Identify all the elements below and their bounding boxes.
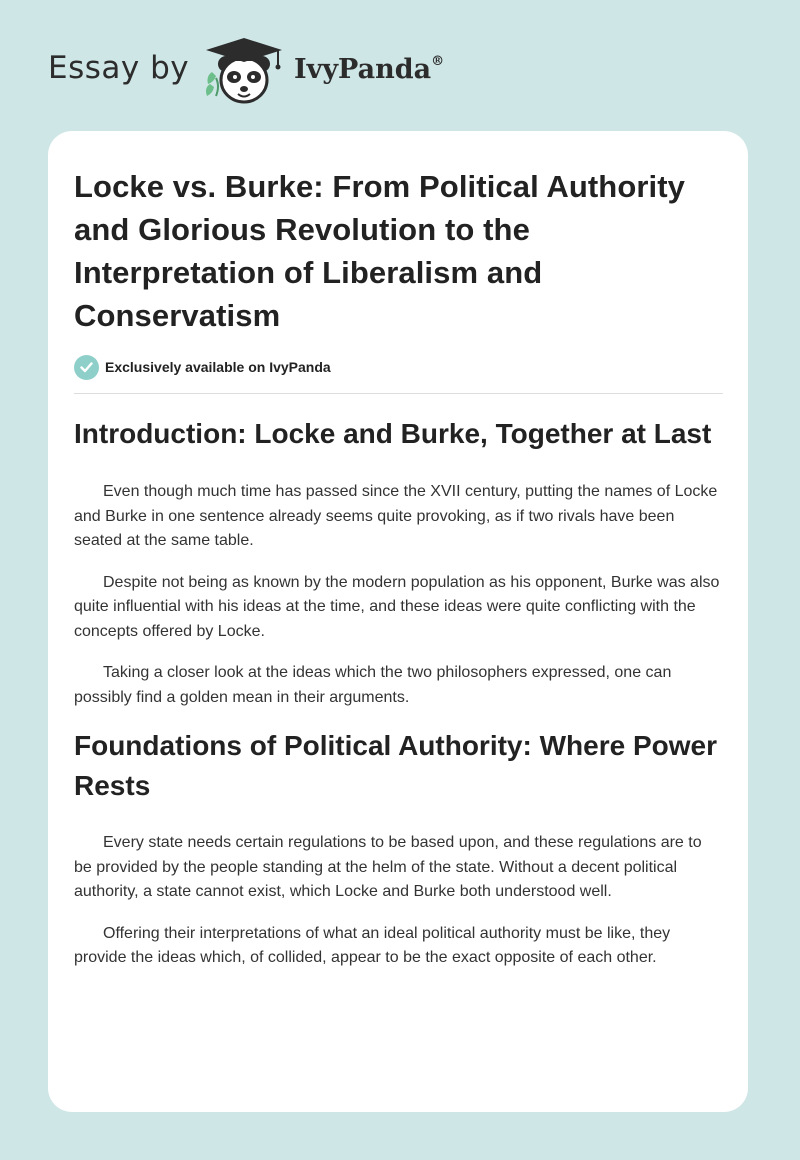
paragraph: Despite not being as known by the modern population as his opponent, Burke was also quite influential with his ideas at the time, and these ideas were quite conflicting with the concepts offered by Locke.	[74, 573, 720, 640]
section-introduction	[74, 414, 722, 710]
check-circle-icon	[74, 355, 99, 380]
paragraph: Taking a closer look at the ideas which the two philosophers expressed, one can possibly find a golden mean in their arguments.	[74, 664, 672, 706]
registered-mark: ®	[431, 54, 445, 69]
paragraph: Offering their interpretations of what an ideal political authority must be like, they provide the ideas which, of collided, appear to be the exact opposite of each other.	[74, 924, 671, 966]
panda-graduation-cap-icon	[200, 34, 286, 108]
essay-by-label: Essay by	[48, 50, 190, 86]
essay-title: Locke vs. Burke: From Political Authority and Glorious Revolution to the Interpretation of Liberalism and Conservatism	[74, 169, 686, 333]
exclusive-label: Exclusively available on IvyPanda	[105, 359, 331, 375]
essay-card	[48, 131, 748, 1112]
exclusive-badge	[74, 354, 722, 380]
brand-text: IvyPanda	[294, 54, 432, 85]
divider	[74, 393, 723, 394]
brand-name[interactable]	[294, 54, 444, 85]
site-header	[0, 0, 800, 130]
section-heading: Foundations of Political Authority: Where Power Rests	[74, 730, 717, 801]
section-foundations	[74, 726, 722, 971]
paragraph: Even though much time has passed since the XVII century, putting the names of Locke and Burke in one sentence already seems quite provoking, as if two rivals have been seated at the same table.	[74, 483, 718, 549]
paragraph: Every state needs certain regulations to be based upon, and these regulations are to be provided by the people standing at the helm of the state. Without a decent political authority, a state cannot exist, which Locke and Burke both understood well.	[74, 834, 702, 900]
section-heading: Introduction: Locke and Burke, Together at Last	[74, 418, 712, 449]
